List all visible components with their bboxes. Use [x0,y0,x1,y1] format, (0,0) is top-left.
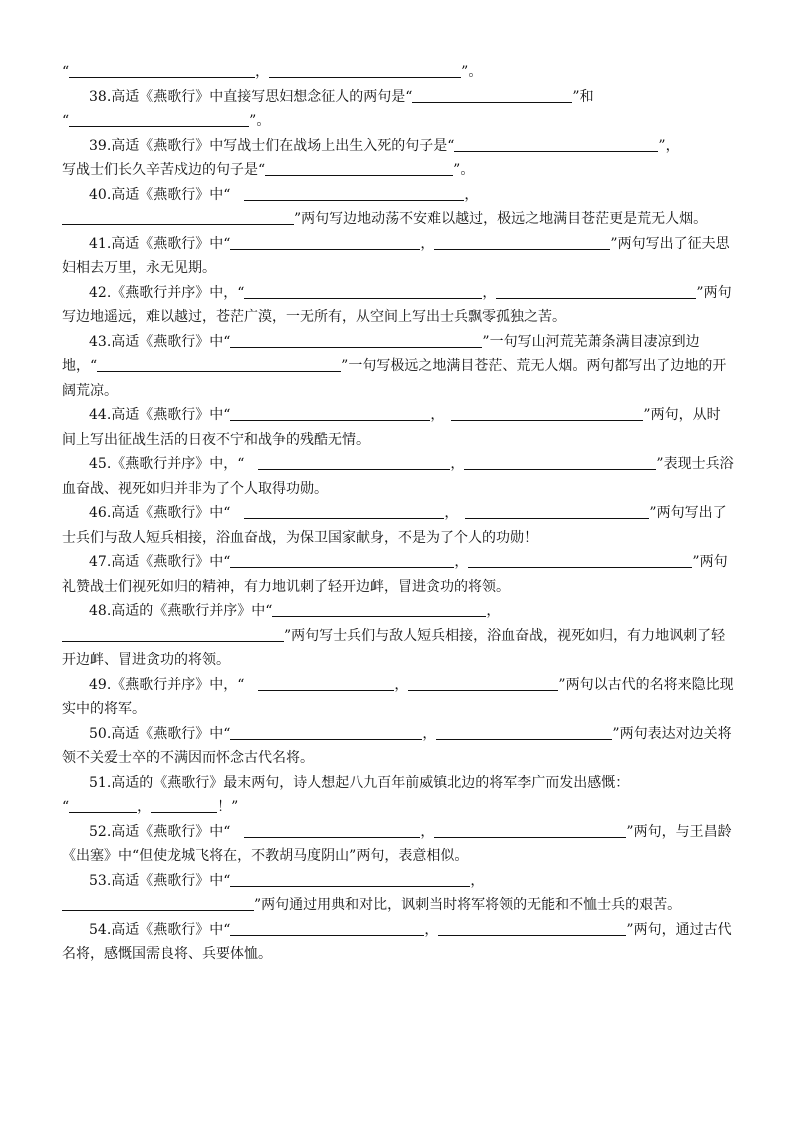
answer-blank[interactable] [244,822,420,838]
question-41 [62,232,734,281]
answer-blank[interactable] [269,62,461,78]
answer-blank[interactable] [464,454,656,470]
answer-blank[interactable] [454,136,658,152]
question-text: 49.《燕歌行并序》中，“ [89,676,259,693]
answer-blank[interactable] [62,209,294,225]
question-text: ”两句写边地遥远，难以越过，苍茫广漠，一无所有，从空间上写出士兵飘零孤独之苦。 [62,284,732,325]
question-text: ”两句，与王昌龄《出塞》中“但使龙城飞将在，不教胡马度阴山”两句，表意相似。 [62,823,732,864]
question-39 [62,134,734,183]
question-cont [62,60,734,85]
question-text: ， [255,64,270,80]
question-text: ”两句礼赞战士们视死如归的精神，有力地讥刺了轻开边衅，冒进贪功的将领。 [62,554,728,595]
question-text: ”和 [572,88,594,105]
question-45 [62,452,734,501]
question-text: ， [137,799,152,815]
question-text: ”两句，通过古代名将，感慨国需良将、兵要体恤。 [62,921,732,962]
answer-blank[interactable] [408,675,558,691]
question-text: ”两句写出了士兵们与敌人短兵相接，浴血奋战，为保卫国家献身，不是为了个人的功勋！ [62,505,727,546]
question-text: ， [464,186,479,203]
answer-blank[interactable] [438,920,626,936]
question-text: 45.《燕歌行并序》中，“ [89,456,259,472]
answer-blank[interactable] [62,895,254,911]
question-text: 48.高适的《燕歌行并序》中“ [89,603,273,619]
answer-blank[interactable] [451,405,643,421]
question-text: ”两句写出了征夫思妇相去万里，永无见期。 [62,235,730,276]
question-text: ， [420,823,435,840]
question-text: ”两句写边地动荡不安难以越过，极远之地满目苍茫更是荒无人烟。 [294,211,708,227]
question-52 [62,820,734,869]
question-43 [62,330,734,404]
answer-blank[interactable] [244,503,444,519]
answer-blank[interactable] [230,724,422,740]
question-text: 51.高适的《燕歌行》最末两句，诗人想起八九百年前威镇北边的将军李广而发出感慨： [89,774,630,791]
question-text: ， [444,505,466,521]
answer-blank[interactable] [230,405,430,421]
question-53 [62,869,734,918]
answer-blank[interactable] [69,797,137,813]
answer-blank[interactable] [230,332,482,348]
question-text: ”两句写士兵们与敌人短兵相接，浴血奋战，视死如归，有力地讽刺了轻开边衅、冒进贪功的将领。 [62,627,726,668]
question-50 [62,722,734,771]
question-text: 写战士们长久辛苦戍边的句子是“ [62,162,266,178]
worksheet-page [62,60,734,967]
question-text: ”。 [461,64,483,80]
question-text: 47.高适《燕歌行》中“ [89,554,231,570]
question-text: ， [450,456,465,472]
answer-blank[interactable] [265,160,453,176]
question-text: ！” [217,799,239,815]
question-text: ， [482,284,497,301]
question-text: ”， [658,137,680,154]
answer-blank[interactable] [258,675,394,691]
answer-blank[interactable] [230,871,470,887]
answer-blank[interactable] [465,503,649,519]
answer-blank[interactable] [62,626,284,642]
answer-blank[interactable] [230,234,420,250]
question-text: ”两句表达对边关将领不关爱士卒的不满因而怀念古代名将。 [62,725,732,766]
answer-blank[interactable] [496,283,696,299]
answer-blank[interactable] [244,283,482,299]
answer-blank[interactable] [69,111,249,127]
answer-blank[interactable] [412,87,572,103]
question-text: 52.高适《燕歌行》中“ [89,823,245,840]
answer-blank[interactable] [468,552,692,568]
answer-blank[interactable] [97,356,341,372]
answer-blank[interactable] [272,601,486,617]
question-text: 38.高适《燕歌行》中直接写思妇想念征人的两句是“ [89,88,413,105]
question-text: ”。 [453,162,475,178]
question-text: ， [420,235,435,252]
question-text: 53.高适《燕歌行》中“ [89,872,231,889]
question-54 [62,918,734,967]
answer-blank[interactable] [230,552,454,568]
question-text: 44.高适《燕歌行》中“ [89,407,231,423]
question-text: ， [422,725,437,742]
answer-blank[interactable] [258,454,450,470]
question-text: ， [454,554,469,570]
answer-blank[interactable] [230,920,424,936]
question-51 [62,771,734,820]
question-text: ”一句写山河荒芜萧条满目凄凉到边地，“ [62,333,700,374]
question-text: ”一句写极远之地满目苍茫、荒无人烟。两句都写出了边地的开阔荒凉。 [62,358,727,399]
question-text: 40.高适《燕歌行》中“ [89,186,245,203]
answer-blank[interactable] [436,724,612,740]
question-42 [62,281,734,330]
answer-blank[interactable] [151,797,217,813]
question-text: “ [62,113,70,129]
question-text: ”。 [249,113,271,129]
question-text: “ [62,799,70,815]
question-text: ， [430,407,452,423]
question-49 [62,673,734,722]
question-text: ， [486,603,501,619]
question-47 [62,550,734,599]
question-text: 54.高适《燕歌行》中“ [89,921,231,938]
answer-blank[interactable] [244,185,464,201]
question-text: ， [470,872,485,889]
question-48 [62,599,734,673]
question-46 [62,501,734,550]
question-text: 39.高适《燕歌行》中写战士们在战场上出生入死的句子是“ [89,137,455,154]
question-38 [62,85,734,134]
question-text: 41.高适《燕歌行》中“ [89,235,231,252]
question-text: 43.高适《燕歌行》中“ [89,333,231,350]
answer-blank[interactable] [69,62,255,78]
answer-blank[interactable] [434,822,626,838]
question-text: ”表现士兵浴血奋战、视死如归并非为了个人取得功勋。 [62,456,734,497]
answer-blank[interactable] [434,234,610,250]
question-text: ”两句，从时间上写出征战生活的日夜不宁和战争的残酷无情。 [62,407,721,448]
question-text: 42.《燕歌行并序》中，“ [89,284,245,301]
question-44 [62,403,734,452]
question-text: ， [394,676,409,693]
question-text: “ [62,64,70,80]
question-text: ”两句以古代的名将来隐比现实中的将军。 [62,676,734,717]
question-text: 50.高适《燕歌行》中“ [89,725,231,742]
question-40 [62,183,734,232]
question-text: 46.高适《燕歌行》中“ [89,505,245,521]
question-text: ， [424,921,439,938]
question-text: ”两句通过用典和对比，讽刺当时将军将领的无能和不恤士兵的艰苦。 [254,897,682,913]
